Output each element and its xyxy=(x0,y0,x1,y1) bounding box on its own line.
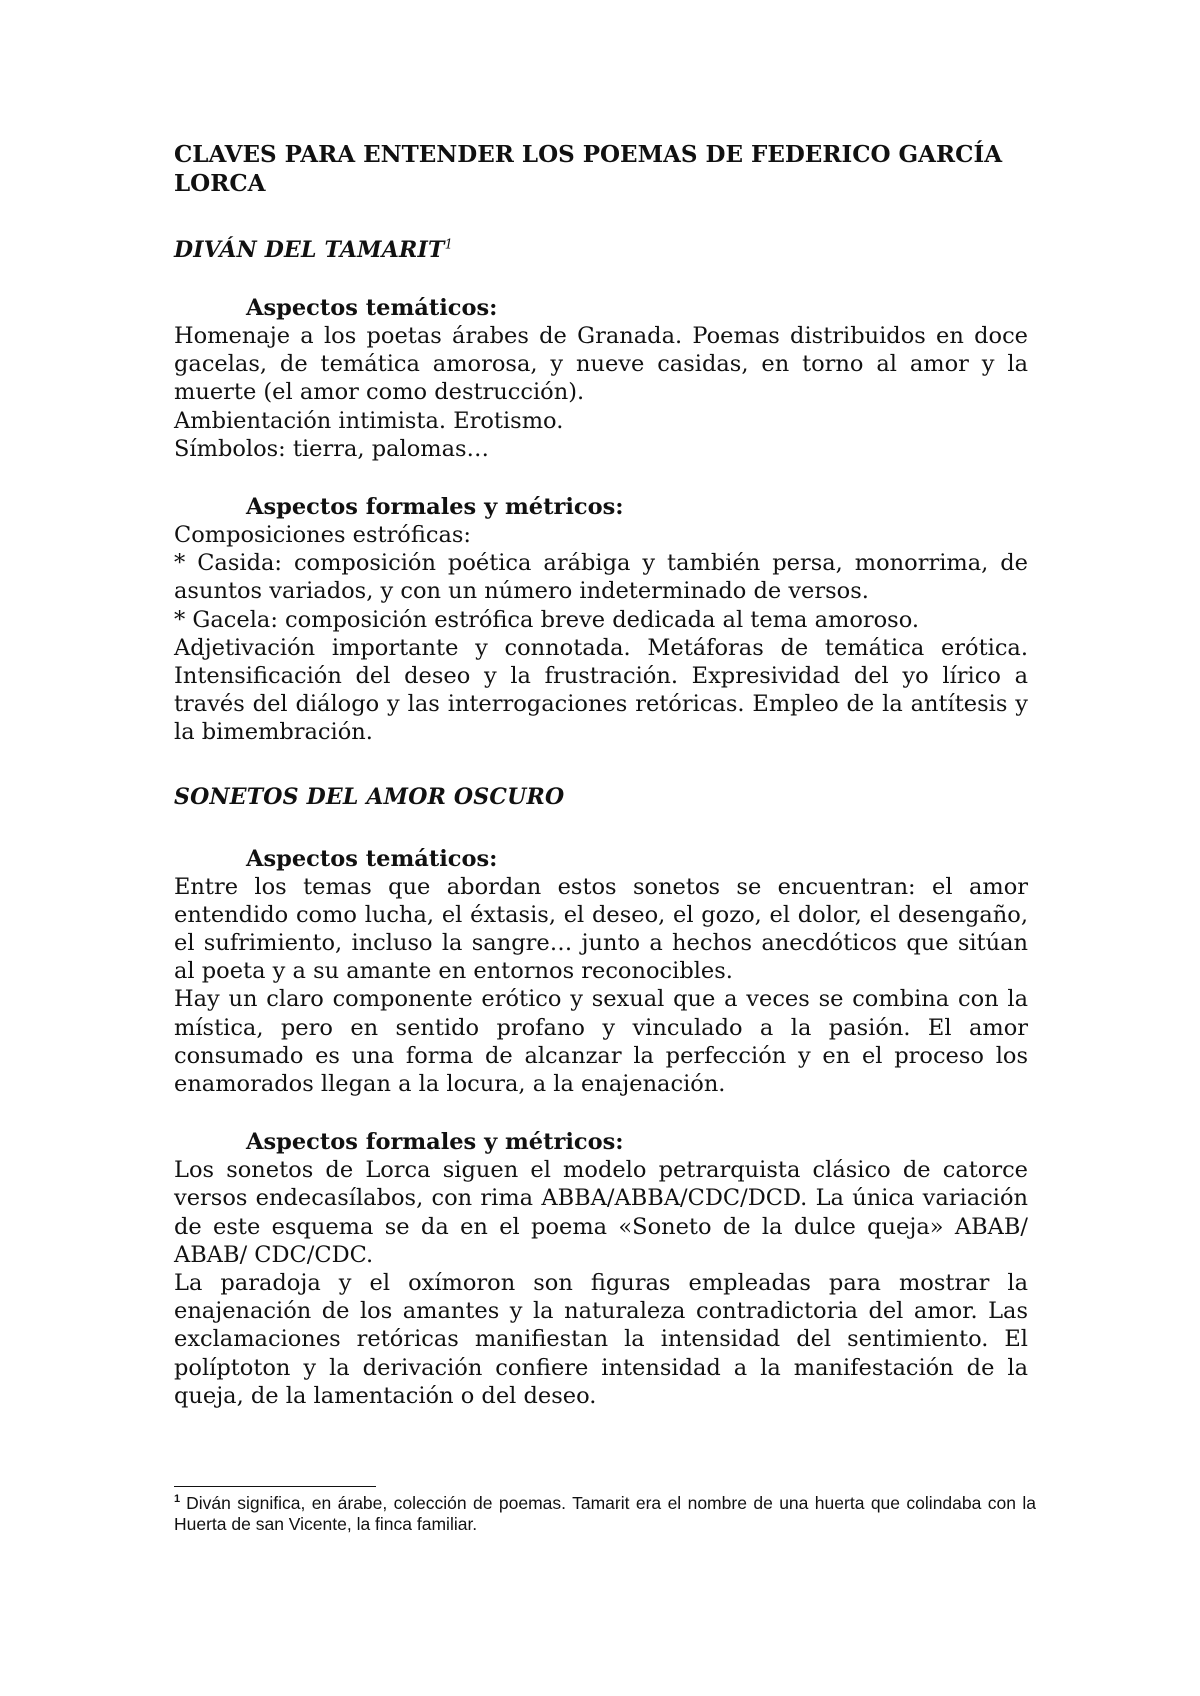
footnote-reference[interactable]: 1 xyxy=(444,237,454,253)
paragraph: La paradoja y el oxímoron son figuras empleadas para mostrar la enajenación de los amantes y la naturaleza contradictoria del amor. Las exclamaciones retóricas manifiestan la intensidad del sentimiento. El políptoton y la derivación confiere intensidad a la manifestación de la queja, de la lamentación o del deseo. xyxy=(174,1270,1028,1409)
paragraph: Los sonetos de Lorca siguen el modelo petrarquista clásico de catorce versos endecasílabos, con rima ABBA/ABBA/CDC/DCD. La única variación de este esquema se da en el poema «Soneto de la dulce queja» ABAB/ ABAB/ CDC/CDC. xyxy=(174,1157,1028,1268)
paragraph: Entre los temas que abordan estos sonetos se encuentran: el amor entendido como lucha, el éxtasis, el deseo, el gozo, el dolor, el desengaño, el sufrimiento, incluso la sangre… junto a hechos anecdóticos que sitúan al poeta y a su amante en entornos reconocibles. xyxy=(174,873,1028,985)
paragraph: Composiciones estróficas: xyxy=(174,522,471,549)
paragraph: Ambientación intimista. Erotismo. xyxy=(174,407,564,434)
subheading-tematicos-divan: Aspectos temáticos: xyxy=(246,295,498,321)
section-heading-sonetos: SONETOS DEL AMOR OSCURO xyxy=(174,783,565,810)
paragraph: Adjetivación importante y connotada. Metáforas de temática erótica. Intensificación del deseo y la frustración. Expresividad del yo lírico a través del diálogo y las interrogaciones retóricas. Empleo de la antítesis y la bimembración. xyxy=(174,634,1028,746)
section-heading-divan: DIVÁN DEL TAMARIT$^1$ xyxy=(174,237,454,263)
footnote-marker: 1 xyxy=(174,1493,181,1506)
footnote-separator xyxy=(174,1486,376,1487)
paragraph: Símbolos: tierra, palomas… xyxy=(174,435,490,462)
subheading-tematicos-sonetos: Aspectos temáticos: xyxy=(246,845,498,872)
footnote xyxy=(174,1493,1036,1535)
subheading-formales-sonetos: Aspectos formales y métricos: xyxy=(246,1129,624,1156)
paragraph: Homenaje a los poetas árabes de Granada. Poemas distribuidos en doce gacelas, de temática amorosa, y nueve casidas, en torno al amor y la muerte (el amor como destrucción). xyxy=(174,323,1028,406)
subheading-formales-divan: Aspectos formales y métricos: xyxy=(246,494,624,521)
footnote-text: Diván significa, en árabe, colección de poemas. Tamarit era el nombre de una huerta que colindaba con la Huerta de san Vicente, la finca familiar. xyxy=(174,1493,1036,1534)
paragraph: Hay un claro componente erótico y sexual que a veces se combina con la mística, pero en sentido profano y vinculado a la pasión. El amor consumado es una forma de alcanzar la perfección y en el proceso los enamorados llegan a la locura, a la enajenación. xyxy=(174,986,1028,1098)
document-title: CLAVES PARA ENTENDER LOS POEMAS DE FEDERICO GARCÍA LORCA xyxy=(174,141,1003,197)
list-item-casida: * Casida: composición poética arábiga y también persa, monorrima, de asuntos variados, y con un número indeterminado de versos. xyxy=(174,550,1028,605)
list-item-gacela: * Gacela: composición estrófica breve dedicada al tema amoroso. xyxy=(174,606,920,633)
